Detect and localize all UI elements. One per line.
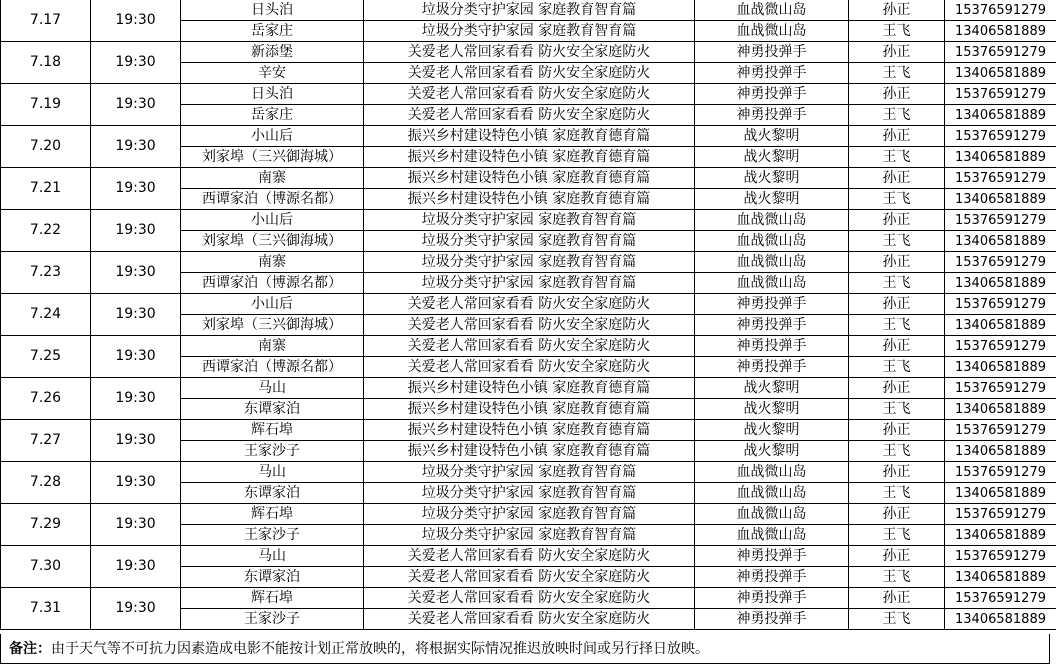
- program-cell: 关爱老人常回家看看 防火安全家庭防火: [364, 357, 695, 378]
- time-cell: 19:30: [91, 588, 181, 630]
- time-cell: 19:30: [91, 546, 181, 588]
- film-cell: 战火黎明: [695, 126, 849, 147]
- time-cell: 19:30: [91, 252, 181, 294]
- village-cell: 日头泊: [181, 0, 364, 21]
- film-cell: 神勇投弹手: [695, 315, 849, 336]
- phone-cell: 13406581889: [945, 315, 1056, 336]
- village-cell: 辉石埠: [181, 588, 364, 609]
- village-cell: 马山: [181, 462, 364, 483]
- contact-cell: 王飞: [849, 189, 945, 210]
- table-row: [1, 168, 1056, 189]
- phone-cell: 15376591279: [945, 546, 1056, 567]
- contact-cell: 王飞: [849, 441, 945, 462]
- phone-cell: 13406581889: [945, 357, 1056, 378]
- phone-cell: 13406581889: [945, 147, 1056, 168]
- contact-cell: 孙正: [849, 462, 945, 483]
- table-row: [1, 588, 1056, 609]
- village-cell: 新添堡: [181, 42, 364, 63]
- date-cell: 7.21: [1, 168, 91, 210]
- program-cell: 振兴乡村建设特色小镇 家庭教育德育篇: [364, 126, 695, 147]
- program-cell: 振兴乡村建设特色小镇 家庭教育德育篇: [364, 147, 695, 168]
- film-cell: 神勇投弹手: [695, 294, 849, 315]
- film-cell: 战火黎明: [695, 168, 849, 189]
- contact-cell: 孙正: [849, 252, 945, 273]
- film-cell: 战火黎明: [695, 399, 849, 420]
- film-cell: 战火黎明: [695, 147, 849, 168]
- program-cell: 振兴乡村建设特色小镇 家庭教育德育篇: [364, 168, 695, 189]
- time-cell: 19:30: [91, 210, 181, 252]
- program-cell: 垃圾分类守护家园 家庭教育智育篇: [364, 0, 695, 21]
- table-row: [1, 420, 1056, 441]
- film-cell: 神勇投弹手: [695, 546, 849, 567]
- contact-cell: 王飞: [849, 105, 945, 126]
- village-cell: 小山后: [181, 126, 364, 147]
- phone-cell: 15376591279: [945, 294, 1056, 315]
- contact-cell: 王飞: [849, 609, 945, 630]
- phone-cell: 15376591279: [945, 0, 1056, 21]
- date-cell: 7.31: [1, 588, 91, 630]
- contact-cell: 王飞: [849, 231, 945, 252]
- table-row: [1, 462, 1056, 483]
- date-cell: 7.25: [1, 336, 91, 378]
- contact-cell: 孙正: [849, 210, 945, 231]
- time-cell: 19:30: [91, 378, 181, 420]
- date-cell: 7.26: [1, 378, 91, 420]
- remark-note: [0, 634, 1050, 664]
- film-cell: 神勇投弹手: [695, 357, 849, 378]
- film-cell: 血战微山岛: [695, 252, 849, 273]
- program-cell: 垃圾分类守护家园 家庭教育智育篇: [364, 483, 695, 504]
- program-cell: 关爱老人常回家看看 防火安全家庭防火: [364, 609, 695, 630]
- time-cell: 19:30: [91, 42, 181, 84]
- village-cell: 辛安: [181, 63, 364, 84]
- program-cell: 关爱老人常回家看看 防火安全家庭防火: [364, 315, 695, 336]
- contact-cell: 王飞: [849, 315, 945, 336]
- program-cell: 关爱老人常回家看看 防火安全家庭防火: [364, 42, 695, 63]
- film-cell: 血战微山岛: [695, 0, 849, 21]
- program-cell: 关爱老人常回家看看 防火安全家庭防火: [364, 84, 695, 105]
- program-cell: 关爱老人常回家看看 防火安全家庭防火: [364, 63, 695, 84]
- program-cell: 垃圾分类守护家园 家庭教育智育篇: [364, 21, 695, 42]
- village-cell: 刘家埠（三兴御海城）: [181, 231, 364, 252]
- film-cell: 神勇投弹手: [695, 63, 849, 84]
- date-cell: 7.29: [1, 504, 91, 546]
- phone-cell: 13406581889: [945, 189, 1056, 210]
- contact-cell: 孙正: [849, 420, 945, 441]
- phone-cell: 13406581889: [945, 231, 1056, 252]
- date-cell: 7.18: [1, 42, 91, 84]
- village-cell: 日头泊: [181, 84, 364, 105]
- remark-text: 由于天气等不可抗力因素造成电影不能按计划正常放映的，将根据实际情况推迟放映时间或另行择日放映。: [51, 641, 709, 657]
- film-cell: 血战微山岛: [695, 210, 849, 231]
- date-cell: 7.23: [1, 252, 91, 294]
- village-cell: 辉石埠: [181, 420, 364, 441]
- date-cell: 7.22: [1, 210, 91, 252]
- phone-cell: 13406581889: [945, 483, 1056, 504]
- phone-cell: 15376591279: [945, 42, 1056, 63]
- contact-cell: 孙正: [849, 84, 945, 105]
- program-cell: 振兴乡村建设特色小镇 家庭教育德育篇: [364, 399, 695, 420]
- film-cell: 神勇投弹手: [695, 588, 849, 609]
- film-cell: 神勇投弹手: [695, 336, 849, 357]
- village-cell: 西谭家泊（博源名都）: [181, 357, 364, 378]
- program-cell: 关爱老人常回家看看 防火安全家庭防火: [364, 105, 695, 126]
- table-row: [1, 84, 1056, 105]
- table-row: [1, 546, 1056, 567]
- phone-cell: 13406581889: [945, 63, 1056, 84]
- table-row: [1, 0, 1056, 21]
- contact-cell: 王飞: [849, 483, 945, 504]
- time-cell: 19:30: [91, 0, 181, 42]
- film-cell: 血战微山岛: [695, 21, 849, 42]
- village-cell: 王家沙子: [181, 441, 364, 462]
- table-row: [1, 210, 1056, 231]
- film-cell: 血战微山岛: [695, 273, 849, 294]
- program-cell: 振兴乡村建设特色小镇 家庭教育德育篇: [364, 378, 695, 399]
- program-cell: 振兴乡村建设特色小镇 家庭教育德育篇: [364, 441, 695, 462]
- time-cell: 19:30: [91, 168, 181, 210]
- phone-cell: 15376591279: [945, 462, 1056, 483]
- date-cell: 7.20: [1, 126, 91, 168]
- village-cell: 马山: [181, 546, 364, 567]
- contact-cell: 王飞: [849, 147, 945, 168]
- film-cell: 血战微山岛: [695, 525, 849, 546]
- contact-cell: 孙正: [849, 378, 945, 399]
- table-row: [1, 42, 1056, 63]
- time-cell: 19:30: [91, 420, 181, 462]
- program-cell: 垃圾分类守护家园 家庭教育智育篇: [364, 504, 695, 525]
- phone-cell: 13406581889: [945, 21, 1056, 42]
- village-cell: 东谭家泊: [181, 399, 364, 420]
- phone-cell: 13406581889: [945, 105, 1056, 126]
- contact-cell: 孙正: [849, 336, 945, 357]
- program-cell: 振兴乡村建设特色小镇 家庭教育德育篇: [364, 189, 695, 210]
- contact-cell: 孙正: [849, 504, 945, 525]
- film-cell: 战火黎明: [695, 420, 849, 441]
- village-cell: 岳家庄: [181, 105, 364, 126]
- table-row: [1, 336, 1056, 357]
- phone-cell: 15376591279: [945, 126, 1056, 147]
- program-cell: 关爱老人常回家看看 防火安全家庭防火: [364, 588, 695, 609]
- village-cell: 东谭家泊: [181, 483, 364, 504]
- film-cell: 神勇投弹手: [695, 567, 849, 588]
- village-cell: 辉石埠: [181, 504, 364, 525]
- program-cell: 关爱老人常回家看看 防火安全家庭防火: [364, 546, 695, 567]
- date-cell: 7.19: [1, 84, 91, 126]
- film-cell: 血战微山岛: [695, 462, 849, 483]
- table-row: [1, 504, 1056, 525]
- time-cell: 19:30: [91, 84, 181, 126]
- village-cell: 南寨: [181, 168, 364, 189]
- film-cell: 神勇投弹手: [695, 42, 849, 63]
- table-row: [1, 126, 1056, 147]
- phone-cell: 15376591279: [945, 84, 1056, 105]
- contact-cell: 王飞: [849, 567, 945, 588]
- time-cell: 19:30: [91, 126, 181, 168]
- program-cell: 垃圾分类守护家园 家庭教育智育篇: [364, 210, 695, 231]
- film-cell: 血战微山岛: [695, 504, 849, 525]
- film-cell: 战火黎明: [695, 378, 849, 399]
- phone-cell: 13406581889: [945, 441, 1056, 462]
- table-row: [1, 378, 1056, 399]
- phone-cell: 13406581889: [945, 609, 1056, 630]
- program-cell: 关爱老人常回家看看 防火安全家庭防火: [364, 336, 695, 357]
- table-row: [1, 252, 1056, 273]
- phone-cell: 13406581889: [945, 567, 1056, 588]
- contact-cell: 孙正: [849, 126, 945, 147]
- village-cell: 刘家埠（三兴御海城）: [181, 147, 364, 168]
- contact-cell: 王飞: [849, 525, 945, 546]
- contact-cell: 孙正: [849, 588, 945, 609]
- contact-cell: 孙正: [849, 42, 945, 63]
- village-cell: 小山后: [181, 210, 364, 231]
- film-cell: 战火黎明: [695, 441, 849, 462]
- date-cell: 7.27: [1, 420, 91, 462]
- film-cell: 战火黎明: [695, 189, 849, 210]
- time-cell: 19:30: [91, 504, 181, 546]
- village-cell: 南寨: [181, 252, 364, 273]
- date-cell: 7.24: [1, 294, 91, 336]
- program-cell: 垃圾分类守护家园 家庭教育智育篇: [364, 462, 695, 483]
- phone-cell: 15376591279: [945, 588, 1056, 609]
- village-cell: 东谭家泊: [181, 567, 364, 588]
- film-cell: 神勇投弹手: [695, 105, 849, 126]
- contact-cell: 孙正: [849, 546, 945, 567]
- phone-cell: 15376591279: [945, 378, 1056, 399]
- phone-cell: 15376591279: [945, 252, 1056, 273]
- time-cell: 19:30: [91, 462, 181, 504]
- film-cell: 神勇投弹手: [695, 84, 849, 105]
- remark-label: 备注：: [9, 641, 51, 657]
- village-cell: 西谭家泊（博源名都）: [181, 189, 364, 210]
- date-cell: 7.28: [1, 462, 91, 504]
- phone-cell: 13406581889: [945, 273, 1056, 294]
- village-cell: 王家沙子: [181, 609, 364, 630]
- village-cell: 南寨: [181, 336, 364, 357]
- village-cell: 马山: [181, 378, 364, 399]
- phone-cell: 15376591279: [945, 336, 1056, 357]
- contact-cell: 王飞: [849, 21, 945, 42]
- program-cell: 垃圾分类守护家园 家庭教育智育篇: [364, 252, 695, 273]
- contact-cell: 王飞: [849, 357, 945, 378]
- contact-cell: 孙正: [849, 0, 945, 21]
- film-cell: 血战微山岛: [695, 231, 849, 252]
- date-cell: 7.30: [1, 546, 91, 588]
- program-cell: 关爱老人常回家看看 防火安全家庭防火: [364, 294, 695, 315]
- program-cell: 垃圾分类守护家园 家庭教育智育篇: [364, 231, 695, 252]
- time-cell: 19:30: [91, 336, 181, 378]
- village-cell: 王家沙子: [181, 525, 364, 546]
- contact-cell: 王飞: [849, 399, 945, 420]
- contact-cell: 孙正: [849, 168, 945, 189]
- phone-cell: 13406581889: [945, 399, 1056, 420]
- time-cell: 19:30: [91, 294, 181, 336]
- date-cell: 7.17: [1, 0, 91, 42]
- film-cell: 血战微山岛: [695, 483, 849, 504]
- contact-cell: 王飞: [849, 273, 945, 294]
- phone-cell: 15376591279: [945, 420, 1056, 441]
- contact-cell: 孙正: [849, 294, 945, 315]
- program-cell: 垃圾分类守护家园 家庭教育智育篇: [364, 273, 695, 294]
- program-cell: 垃圾分类守护家园 家庭教育智育篇: [364, 525, 695, 546]
- village-cell: 西谭家泊（博源名都）: [181, 273, 364, 294]
- schedule-body: [1, 0, 1056, 630]
- village-cell: 小山后: [181, 294, 364, 315]
- phone-cell: 15376591279: [945, 210, 1056, 231]
- phone-cell: 15376591279: [945, 168, 1056, 189]
- phone-cell: 13406581889: [945, 525, 1056, 546]
- village-cell: 岳家庄: [181, 21, 364, 42]
- village-cell: 刘家埠（三兴御海城）: [181, 315, 364, 336]
- program-cell: 振兴乡村建设特色小镇 家庭教育德育篇: [364, 420, 695, 441]
- program-cell: 关爱老人常回家看看 防火安全家庭防火: [364, 567, 695, 588]
- phone-cell: 15376591279: [945, 504, 1056, 525]
- film-cell: 神勇投弹手: [695, 609, 849, 630]
- table-row: [1, 294, 1056, 315]
- contact-cell: 王飞: [849, 63, 945, 84]
